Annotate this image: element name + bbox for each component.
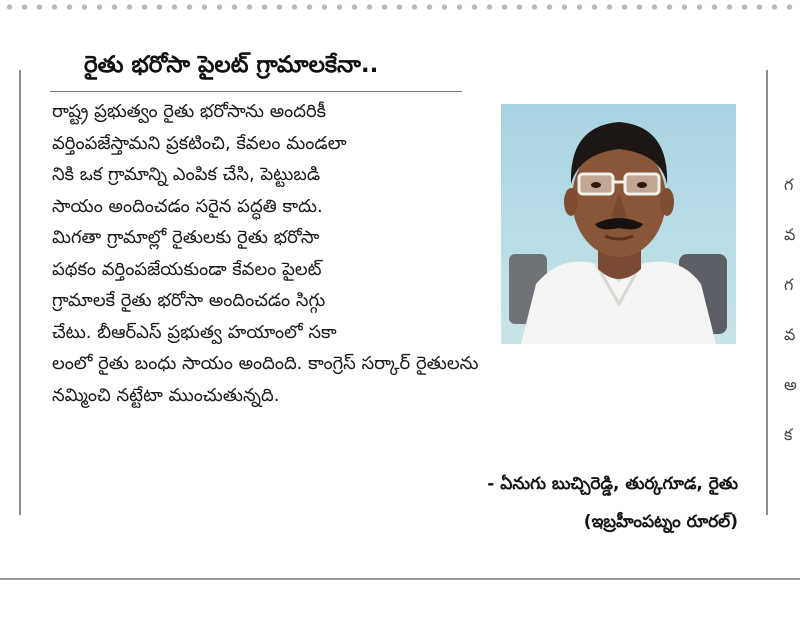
side-glyph: అ [784, 375, 797, 394]
side-glyph: గ [784, 275, 794, 294]
author-photo [501, 104, 736, 344]
body-line: చేటు. బీఆర్ఎస్ ప్రభుత్వ హయాంలో సకా [52, 321, 337, 343]
side-glyph: వ [784, 225, 796, 244]
body-line: నమ్మించి నట్టేటా ముంచుతున్నది. [52, 384, 280, 406]
body-line: రాష్ట్ర ప్రభుత్వం రైతు భరోసాను అందరికీ [52, 101, 327, 122]
side-glyph: గ [784, 175, 794, 194]
side-glyph: వ [784, 325, 796, 344]
side-glyph: క [784, 425, 793, 444]
article-headline: రైతు భరోసా పైలట్ గ్రామాలకేనా.. [84, 52, 379, 78]
author-byline: - ఏనుగు బుచ్చిరెడ్డి, తుర్కగూడ, రైతు [487, 474, 738, 494]
body-line: గ్రామాలకే రైతు భరోసా అందించడం సిగ్గు [52, 290, 326, 311]
body-line: మిగతా గ్రామాల్లో రైతులకు రైతు భరోసా [52, 227, 320, 248]
body-line: వర్తింపజేస్తామని ప్రకటించి, కేవలం మండలా [52, 132, 347, 154]
dotted-top-border [0, 0, 800, 14]
left-column-rule [19, 70, 21, 515]
article-body [52, 96, 492, 411]
adjacent-column-fragment [784, 160, 800, 460]
author-location: (ఇబ్రహీంపట్నం రూరల్) [583, 512, 738, 532]
body-line: సాయం అందించడం సరైన పద్ధతి కాదు. [52, 195, 323, 217]
body-line: పథకం వర్తింపజేయకుండా కేవలం పైలట్ [52, 258, 322, 280]
bottom-rule [0, 578, 800, 580]
headline-underline [50, 91, 462, 92]
right-column-rule [766, 70, 768, 515]
body-line: నికి ఒక గ్రామాన్ని ఎంపిక చేసి, పెట్టుబడి [52, 164, 321, 185]
body-line: లంలో రైతు బంధు సాయం అందింది. కాంగ్రెస్ సర్కార్ రైతులను [52, 353, 479, 374]
